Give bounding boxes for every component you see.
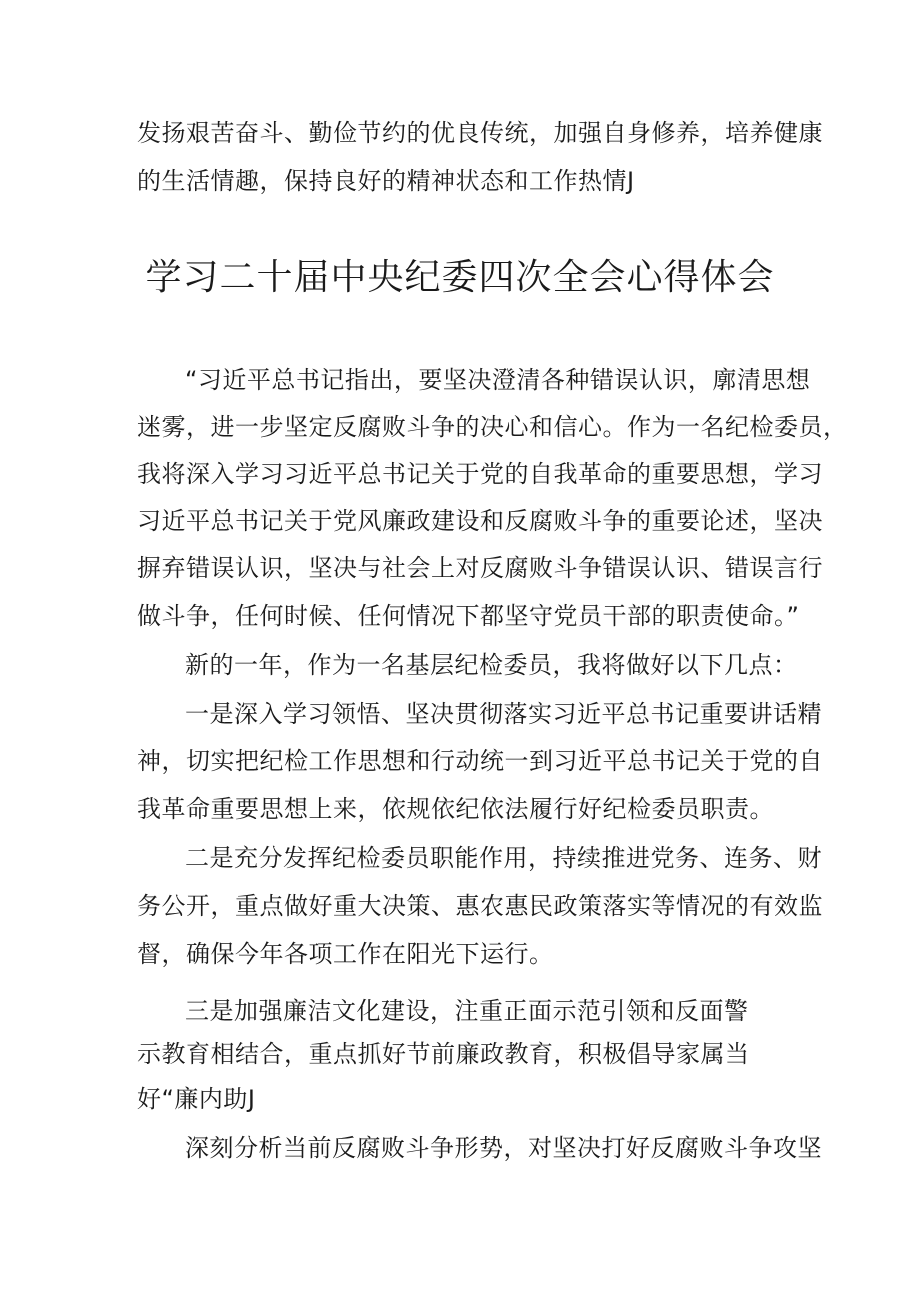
body-line-17: 深刻分析当前反腐败斗争形势，对坚决打好反腐败斗争攻坚 xyxy=(185,1134,822,1162)
body-line-14: 三是加强廉洁文化建设，注重正面示范引领和反面警 xyxy=(185,997,749,1025)
body-line-10: 我革命重要思想上来，依规依纪依法履行好纪检委员职责。 xyxy=(137,795,774,823)
body-line-9: 神，切实把纪检工作思想和行动统一到习近平总书记关于党的自 xyxy=(137,747,823,775)
body-line-3: 我将深入学习习近平总书记关于党的自我革命的重要思想，学习 xyxy=(137,460,823,488)
body-line-13: 督，确保今年各项工作在阳光下运行。 xyxy=(137,940,554,968)
body-line-12: 务公开，重点做好重大决策、惠农惠民政策落实等情况的有效监 xyxy=(137,892,823,920)
body-line-16: 好“廉内助J xyxy=(137,1085,256,1113)
body-line-15: 示教育相结合，重点抓好节前廉政教育，积极倡导家属当 xyxy=(137,1040,750,1068)
body-line-11: 二是充分发挥纪检委员职能作用，持续推进党务、连务、财 xyxy=(185,844,822,872)
top-paragraph-line-2: 的生活情趣，保持良好的精神状态和工作热情J xyxy=(137,167,635,195)
body-line-8: 一是深入学习领悟、坚决贯彻落实习近平总书记重要讲话精 xyxy=(185,700,822,728)
body-line-2: 迷雾，进一步坚定反腐败斗争的决心和信心。作为一名纪检委员， xyxy=(137,413,848,441)
body-line-6: 做斗争，任何时候、任何情况下都坚守党员干部的职责使命。” xyxy=(137,602,800,630)
body-line-5: 摒弃错误认识，坚决与社会上对反腐败斗争错误认识、错误言行 xyxy=(137,554,823,582)
body-line-4: 习近平总书记关于党风廉政建设和反腐败斗争的重要论述，坚决 xyxy=(137,507,823,535)
body-line-7: 新的一年，作为一名基层纪检委员，我将做好以下几点： xyxy=(185,651,798,679)
top-paragraph-line-1: 发扬艰苦奋斗、勤俭节约的优良传统，加强自身修养，培养健康 xyxy=(137,119,823,147)
document-title: 学习二十届中央纪委四次全会心得体会 xyxy=(145,257,775,298)
body-line-1: “习近平总书记指出，要坚决澄清各种错误认识，廓清思想 xyxy=(185,366,811,394)
